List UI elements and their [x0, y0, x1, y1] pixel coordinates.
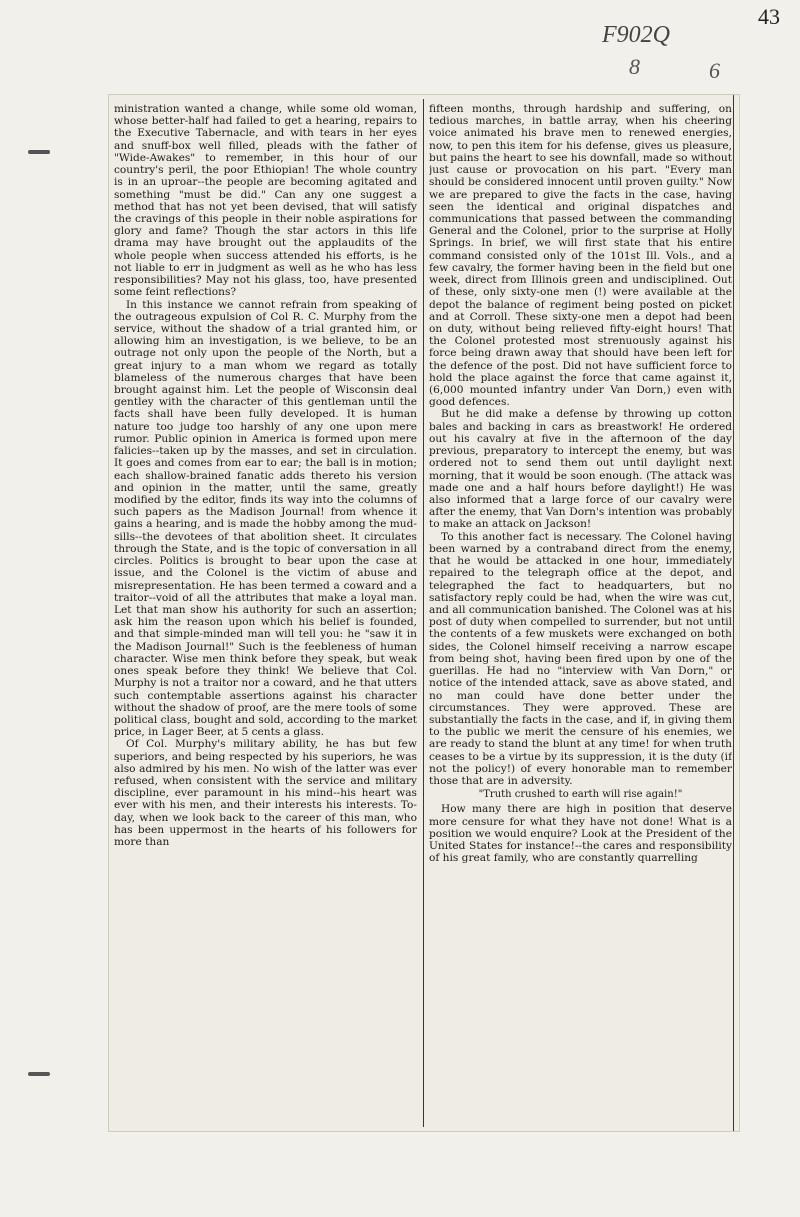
column-rule [423, 99, 424, 1127]
paragraph: In this instance we cannot refrain from speaking of the outrageous expulsion of Col R. C. Murphy from the service, without the shadow of a trial granted him, or allowing him an investigation, is we believe, to be an outrage not only upon the people of the North, but a great injury to a man whom we regard as totally blameless of the numerous charges that have been brought against him. Let the people of Wisconsin deal gentley with the character of this gentleman until the facts shall have been fully developed. It is human nature too judge too harshly of any one upon mere rumor. Public opinion in America is formed upon mere falicies--taken up by the masses, and set in circulation. It goes and comes from ear to ear; the ball is in motion; each shallow-brained fanatic adds thereto his version and opinion in the matter, until the same, greatly modified by the editor, finds its way into the columns of such papers as the Madison Journal! from whence it gains a hearing, and is made the hobby among the mud-sills--the devotees of that abolition sheet. It circulates through the State, and is the topic of conversation in all circles. Politics is brought to bear upon the case at issue, and the Colonel is the victim of abuse and misrepresentation. He has been termed a coward and a traitor--void of all the attributes that make a loyal man. Let that man show his authority for such an assertion; ask him the reason upon which his belief is founded, and that simple-minded man will tell you: he "saw it in the Madison Journal!" Such is the feebleness of human character. Wise men think before they speak, but weak ones speak before they think! We believe that Col. Murphy is not a traitor nor a coward, and he that utters such contemptable assertions against his character without the shadow of proof, are the mere tools of some political class, bought and sold, according to the market price, in Lager Beer, at 5 cents a glass. [114, 298, 417, 739]
paragraph: ministration wanted a change, while some old woman, whose better-half had failed to get a hearing, repairs to the Executive Tabernacle, and with tears in her eyes and snuff-box well filled, pleads with the father of "Wide-Awakes" to remember, in this hour of our country's peril, the poor Ethiopian! The whole country is in an uproar--the people are becoming agitated and something "must be did." Can any one suggest a method that has not yet been devised, that will satisfy the cravings of this people in their noble aspirations for glory and fame? Though the star actors in this life drama may have brought out the applaudits of the whole people when success attended his efforts, is he not liable to err in judgment as well as he who has less responsibilities? May not his glass, too, have presented some feint reflections? [114, 103, 417, 299]
margin-mark [28, 150, 50, 154]
left-column [114, 103, 417, 1123]
archive-sub-mark: 8 [629, 54, 640, 79]
archive-mark: F902Q [602, 22, 670, 48]
newspaper-clipping [108, 94, 740, 1132]
paragraph: To this another fact is necessary. The Colonel having been warned by a contraband direct from the enemy, that he would be attacked in one hour, immediately repaired to the telegraph office at the depot, and telegraphed the fact to headquarters, but no satisfactory reply could be had, when the wire was cut, and all communication banished. The Colonel was at his post of duty when compelled to surrender, but not until the contents of a few muskets were exchanged on both sides, the Colonel himself receiving a narrow escape from being shot, having been fired upon by one of the guerillas. He had no "interview with Van Dorn," or notice of the intended attack, save as above stated, and no man could have done better under the circumstances. They were approved. These are substantially the facts in the case, and if, in giving them to the public we merit the censure of his enemies, we are ready to stand the blunt at any time! for when truth ceases to be a virtue by its suppression, it is the duty (if not the policy!) of every honorable man to remember those that are in adversity. [429, 530, 732, 788]
margin-mark [28, 1072, 50, 1076]
right-column [429, 103, 732, 1123]
column-rule [733, 95, 734, 1131]
paragraph: How many there are high in position that deserve more censure for what they have not done! What is a position we would enquire? Look at the President of the United States for instance!--the cares and responsibility of his great family, who are constantly quarrelling [429, 803, 732, 865]
archive-sub-mark: 6 [709, 58, 720, 83]
quotation: "Truth crushed to earth will rise again!" [478, 789, 683, 801]
paragraph: fifteen months, through hardship and suffering, on tedious marches, in battle array, when his cheering voice animated his brave men to renewed energies, now, to pen this item for his defense, gives us pleasure, but pains the heart to see his downfall, made so without just cause or provocation on his part. "Every man should be considered innocent until proven guilty." Now we are prepared to give the facts in the case, having seen the identical and original dispatches and communications that passed between the commanding General and the Colonel, prior to the surprise at Holly Springs. In brief, we will first state that his entire command consisted only of the 101st Ill. Vols., and a few cavalry, the former having been in the field but one week, direct from Illinois green and undisciplined. Out of these, only sixty-one men (!) were available at the depot the balance of regiment being posted on picket and at Corroll. These sixty-one men a depot had been on duty, without being relieved fifty-eight hours! That the Colonel protested most strenuously against his force being drawn away that should have been left for the defence of the post. Did not have sufficient force to hold the place against the force that came against it, (6,000 mounted infantry under Van Dorn,) even with good defences. [429, 103, 732, 409]
paragraph: Of Col. Murphy's military ability, he has but few superiors, and being respected by his superiors, he was also admired by his men. No wish of the latter was ever refused, when consistent with the service and military discipline, ever paramount in his mind--his heart was ever with his men, and their interests his interests. To-day, when we look back to the career of this man, who has been uppermost in the hearts of his followers for more than [114, 738, 417, 849]
page-number: 43 [758, 4, 780, 29]
paragraph: But he did make a defense by throwing up cotton bales and backing in cars as breastwork! He ordered out his cavalry at five in the afternoon of the day previous, preparatory to intercept the enemy, but was ordered not to send them out until daylight next morning, that it would be soon enough. (The attack was made one and a half hours before daylight!) He was also informed that a large force of our cavalry were after the enemy, that Van Dorn's intention was probably to make an attack on Jackson! [429, 408, 732, 531]
